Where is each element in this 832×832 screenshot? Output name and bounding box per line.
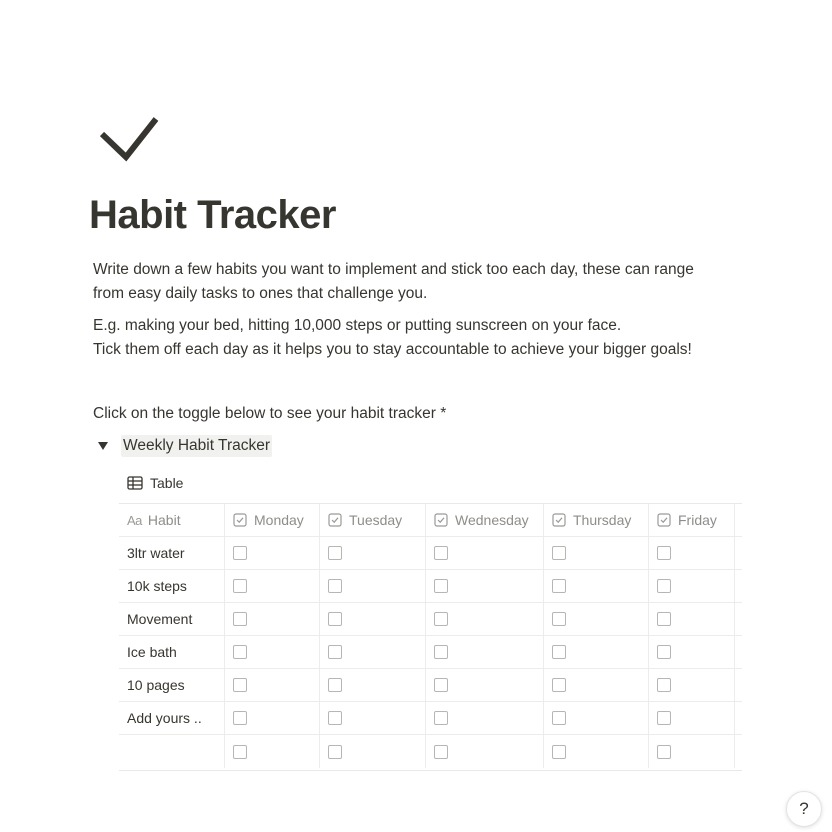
overflow-cell [735,603,742,635]
habit-name-cell[interactable] [119,537,225,569]
habit-checkbox[interactable] [552,745,566,759]
column-header-label: Tuesday [349,512,403,528]
habit-checkbox[interactable] [552,579,566,593]
weekly-habit-toggle[interactable] [96,434,272,458]
table-row [119,636,742,669]
checkbox-cell [544,570,649,602]
checkbox-cell [649,603,735,635]
habit-checkbox[interactable] [328,678,342,692]
habit-name: Ice bath [127,644,177,660]
habit-checkbox[interactable] [657,678,671,692]
view-tab-table[interactable] [127,473,183,493]
column-header-label: Monday [254,512,304,528]
habit-checkbox[interactable] [328,579,342,593]
habit-checkbox[interactable] [434,645,448,659]
habit-checkbox[interactable] [233,678,247,692]
habit-table [119,503,742,771]
habit-checkbox[interactable] [552,645,566,659]
habit-name: 3ltr water [127,545,185,561]
overflow-cell [735,702,742,734]
checkbox-cell [544,603,649,635]
column-header-label: Habit [147,512,181,528]
checkbox-property-icon [328,513,342,527]
habit-checkbox[interactable] [233,579,247,593]
table-header-row [119,504,742,537]
toggle-label[interactable]: Weekly Habit Tracker [121,435,272,457]
checkbox-cell [426,669,544,701]
column-header-label: Friday [678,512,717,528]
habit-checkbox[interactable] [233,745,247,759]
column-header-habit[interactable] [119,504,225,536]
checkbox-cell [225,603,320,635]
habit-checkbox[interactable] [657,546,671,560]
table-row [119,735,742,768]
help-button[interactable] [786,791,822,827]
overflow-cell [735,570,742,602]
overflow-cell [735,669,742,701]
checkbox-cell [649,636,735,668]
checkbox-property-icon [657,513,671,527]
habit-name: Movement [127,611,193,627]
checkbox-cell [649,669,735,701]
table-row [119,603,742,636]
checkbox-cell [225,636,320,668]
column-header-tuesday[interactable] [320,504,426,536]
habit-checkbox[interactable] [434,579,448,593]
checkbox-property-icon [233,513,247,527]
toggle-hint[interactable]: Click on the toggle below to see your habit tracker * [93,405,447,422]
habit-name-cell[interactable] [119,702,225,734]
habit-name-cell[interactable] [119,570,225,602]
checkbox-cell [320,669,426,701]
column-header-label: Wednesday [455,512,529,528]
checkbox-cell [320,570,426,602]
habit-checkbox[interactable] [434,678,448,692]
habit-name-cell[interactable] [119,603,225,635]
checkbox-cell [544,702,649,734]
column-header-monday[interactable] [225,504,320,536]
habit-checkbox[interactable] [434,612,448,626]
habit-checkbox[interactable] [552,711,566,725]
checkbox-cell [544,537,649,569]
checkbox-cell [320,735,426,768]
help-icon: ? [799,799,809,818]
page-title[interactable]: Habit Tracker [89,193,336,237]
intro-line-1: Write down a few habits you want to implement and stick too each day, these can range [93,261,694,278]
habit-checkbox[interactable] [657,711,671,725]
habit-checkbox[interactable] [657,579,671,593]
overflow-cell [735,636,742,668]
column-header-label: Thursday [573,512,632,528]
toggle-arrow-icon[interactable] [96,439,110,453]
checkbox-cell [544,735,649,768]
checkbox-cell [426,537,544,569]
checkbox-cell [426,570,544,602]
column-header-wednesday[interactable] [426,504,544,536]
overflow-cell [735,735,742,768]
table-icon [127,476,143,490]
habit-name: 10 pages [127,677,185,693]
checkbox-cell [544,669,649,701]
table-row [119,537,742,570]
checkbox-cell [320,537,426,569]
overflow-cell [735,537,742,569]
habit-checkbox[interactable] [657,612,671,626]
intro-line-2: from easy daily tasks to ones that challenge you. [93,285,428,302]
checkbox-property-icon [434,513,448,527]
habit-checkbox[interactable] [552,678,566,692]
habit-checkbox[interactable] [434,711,448,725]
example-line-1: E.g. making your bed, hitting 10,000 steps or putting sunscreen on your face. [93,317,622,334]
checkbox-cell [426,603,544,635]
column-header-overflow [735,504,742,536]
checkbox-cell [544,636,649,668]
habit-checkbox[interactable] [434,546,448,560]
checkbox-cell [649,735,735,768]
checkbox-cell [649,570,735,602]
habit-checkbox[interactable] [328,612,342,626]
view-tab-label: Table [150,475,184,491]
checkbox-cell [649,702,735,734]
checkmark-icon[interactable] [98,114,160,162]
checkbox-cell [320,702,426,734]
habit-checkbox[interactable] [552,546,566,560]
habit-checkbox[interactable] [233,612,247,626]
checkbox-cell [225,735,320,768]
checkbox-property-icon [552,513,566,527]
checkbox-cell [426,636,544,668]
habit-checkbox[interactable] [552,612,566,626]
title-property-icon: Aa [127,512,142,528]
habit-checkbox[interactable] [233,546,247,560]
table-row [119,702,742,735]
checkbox-cell [320,603,426,635]
habit-checkbox[interactable] [328,711,342,725]
habit-checkbox[interactable] [233,711,247,725]
checkbox-cell [426,735,544,768]
checkbox-cell [225,570,320,602]
habit-checkbox[interactable] [328,645,342,659]
intro-paragraph[interactable] [93,258,694,306]
habit-checkbox[interactable] [233,645,247,659]
habit-name: Add yours .. [127,710,202,726]
habit-name-cell[interactable] [119,735,225,768]
table-row [119,669,742,702]
habit-name-cell[interactable] [119,669,225,701]
table-row [119,570,742,603]
habit-checkbox[interactable] [434,745,448,759]
checkbox-cell [225,702,320,734]
habit-name: 10k steps [127,578,187,594]
checkbox-cell [649,537,735,569]
example-paragraph[interactable] [93,314,692,362]
checkbox-cell [225,669,320,701]
habit-name-cell[interactable] [119,636,225,668]
habit-checkbox[interactable] [328,546,342,560]
habit-checkbox[interactable] [657,645,671,659]
column-header-friday[interactable] [649,504,735,536]
column-header-thursday[interactable] [544,504,649,536]
checkbox-cell [426,702,544,734]
checkbox-cell [320,636,426,668]
habit-checkbox[interactable] [328,745,342,759]
checkbox-cell [225,537,320,569]
example-line-2: Tick them off each day as it helps you to stay accountable to achieve your bigger goals! [93,341,692,358]
habit-checkbox[interactable] [657,745,671,759]
